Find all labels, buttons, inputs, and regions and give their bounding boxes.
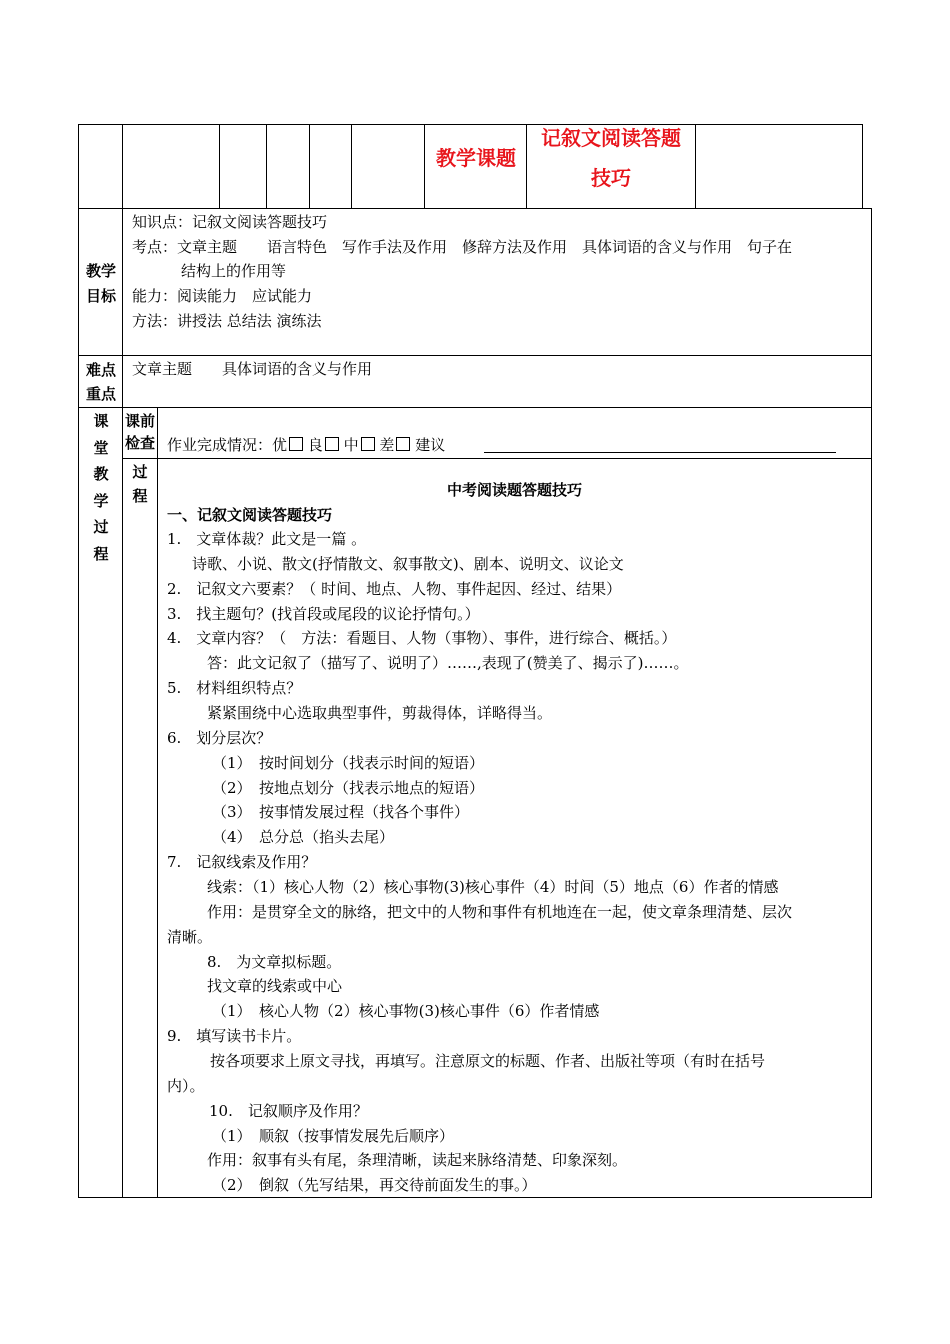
- content-line: 答：此文记叙了（描写了、说明了）……,表现了(赞美了、揭示了)……。: [207, 654, 689, 672]
- header-col-divider: [424, 124, 425, 209]
- precheck-label-line2: 检查: [124, 434, 155, 452]
- homework-label: 作业完成情况：优: [167, 436, 288, 454]
- content-line: 找文章的线索或中心: [207, 977, 343, 995]
- content-line: 诗歌、小说、散文(抒情散文、叙事散文)、剧本、说明文、议论文: [192, 555, 624, 573]
- content-line: 4. 文章内容？（ 方法：看题目、人物（事物）、事件，进行综合、概括。）: [167, 629, 677, 647]
- content-line: 8. 为文章拟标题。: [207, 953, 342, 971]
- process-label-char: 教: [93, 465, 109, 483]
- precheck-label-line1: 课前: [124, 412, 155, 430]
- homework-status: [167, 435, 445, 455]
- content-line: 线索：（1）核心人物（2）核心事物(3)核心事件（4）时间（5）地点（6）作者的情感: [207, 878, 779, 896]
- grade-good-label: 良: [307, 436, 323, 454]
- process-label-char: 过: [93, 518, 109, 536]
- content-line: 3. 找主题句？(找首段或尾段的议论抒情句。）: [167, 605, 480, 623]
- content-line: 5. 材料组织特点？: [167, 679, 302, 697]
- table-border-bottom: [78, 1197, 872, 1198]
- header-col-divider: [266, 124, 267, 209]
- difficulty-label-line1: 难点: [85, 361, 116, 379]
- content-line: 作用：叙事有头有尾，条理清晰，读起来脉络清楚、印象深刻。: [207, 1151, 628, 1169]
- difficulty-text: 文章主题 具体词语的含义与作用: [132, 360, 373, 378]
- process-label-char: 程: [93, 544, 109, 563]
- course-label: 教学课题: [436, 146, 516, 170]
- course-title-line2: 技巧: [591, 166, 631, 190]
- grade-mid-label: 中: [343, 436, 359, 454]
- step-label-line2: 程: [132, 487, 148, 505]
- objectives-row-divider: [78, 355, 872, 356]
- content-line: 作用：是贯穿全文的脉络，把文中的人物和事件有机地连在一起，使文章条理清楚、层次: [207, 903, 793, 921]
- suggest-underline[interactable]: [484, 452, 836, 453]
- content-line: （1） 核心人物（2）核心事物(3)核心事件（6）作者情感: [212, 1002, 600, 1020]
- content-line: （2） 倒叙（先写结果，再交待前面发生的事。）: [212, 1176, 537, 1194]
- content-line: 2. 记叙文六要素？（ 时间、地点、人物、事件起因、经过、结果）: [167, 580, 622, 598]
- header-col-divider: [526, 124, 527, 209]
- header-border-right: [862, 124, 863, 209]
- content-line: 内）。: [167, 1077, 205, 1095]
- header-col-divider: [351, 124, 352, 209]
- exam-points-line1: 考点：文章主题 语言特色 写作手法及作用 修辞方法及作用 具体词语的含义与作用 句子在: [132, 238, 793, 256]
- checkbox-mid[interactable]: [361, 437, 375, 451]
- content-line: 6. 划分层次？: [167, 729, 272, 747]
- content-line: （2） 按地点划分（找表示地点的短语）: [212, 779, 485, 797]
- step-label-line1: 过: [132, 463, 148, 481]
- objectives-label-line1: 教学: [85, 262, 116, 280]
- content-line: （4） 总分总（掐头去尾）: [212, 828, 395, 846]
- process-label: [80, 408, 122, 567]
- content-line: 10. 记叙顺序及作用？: [209, 1102, 368, 1120]
- content-line: 清晰。: [167, 928, 213, 946]
- suggest-label: 建议: [415, 436, 446, 454]
- process-label-char: 堂: [93, 438, 109, 457]
- content-line: （1） 顺叙（按事情发展先后顺序）: [212, 1127, 455, 1145]
- precheck-row-divider: [122, 458, 872, 459]
- table-border-top: [78, 124, 863, 125]
- content-line: 紧紧围绕中心选取典型事件，剪裁得体，详略得当。: [207, 704, 553, 722]
- sublabel-col-divider: [157, 407, 158, 1198]
- section-heading: 一、记叙文阅读答题技巧: [167, 506, 333, 524]
- label-col-divider: [122, 208, 123, 1198]
- header-col-divider: [309, 124, 310, 209]
- content-line: 按各项要求上原文寻找，再填写。注意原文的标题、作者、出版社等项（有时在括号: [210, 1052, 766, 1070]
- difficulty-row-divider: [78, 407, 872, 408]
- method: 方法：讲授法 总结法 演练法: [132, 312, 322, 330]
- objectives-label-line2: 目标: [85, 287, 116, 305]
- exam-points-line2: 结构上的作用等: [181, 262, 287, 280]
- header-col-divider: [122, 124, 123, 209]
- content-title: 中考阅读题答题技巧: [446, 481, 582, 499]
- knowledge-point: 知识点：记叙文阅读答题技巧: [132, 213, 328, 231]
- table-border-right: [871, 208, 872, 1198]
- header-col-divider: [219, 124, 220, 209]
- header-col-divider: [695, 124, 696, 209]
- content-line: 7. 记叙线索及作用？: [167, 853, 317, 871]
- content-line: 9. 填写读书卡片。: [167, 1027, 302, 1045]
- process-label-char: 课: [93, 412, 109, 430]
- process-label-char: 学: [93, 491, 109, 510]
- difficulty-label-line2: 重点: [85, 385, 116, 403]
- content-line: （1） 按时间划分（找表示时间的短语）: [212, 754, 485, 772]
- checkbox-good[interactable]: [325, 437, 339, 451]
- checkbox-poor[interactable]: [396, 437, 410, 451]
- content-line: 1. 文章体裁？此文是一篇 。: [167, 530, 367, 548]
- ability: 能力：阅读能力 应试能力: [132, 287, 313, 305]
- content-line: （3） 按事情发展过程（找各个事件）: [212, 803, 470, 821]
- course-title-line1: 记叙文阅读答题: [541, 126, 681, 150]
- checkbox-excellent[interactable]: [289, 437, 303, 451]
- grade-poor-label: 差: [379, 436, 395, 454]
- table-border-left: [78, 124, 79, 1198]
- header-row-divider: [78, 208, 872, 209]
